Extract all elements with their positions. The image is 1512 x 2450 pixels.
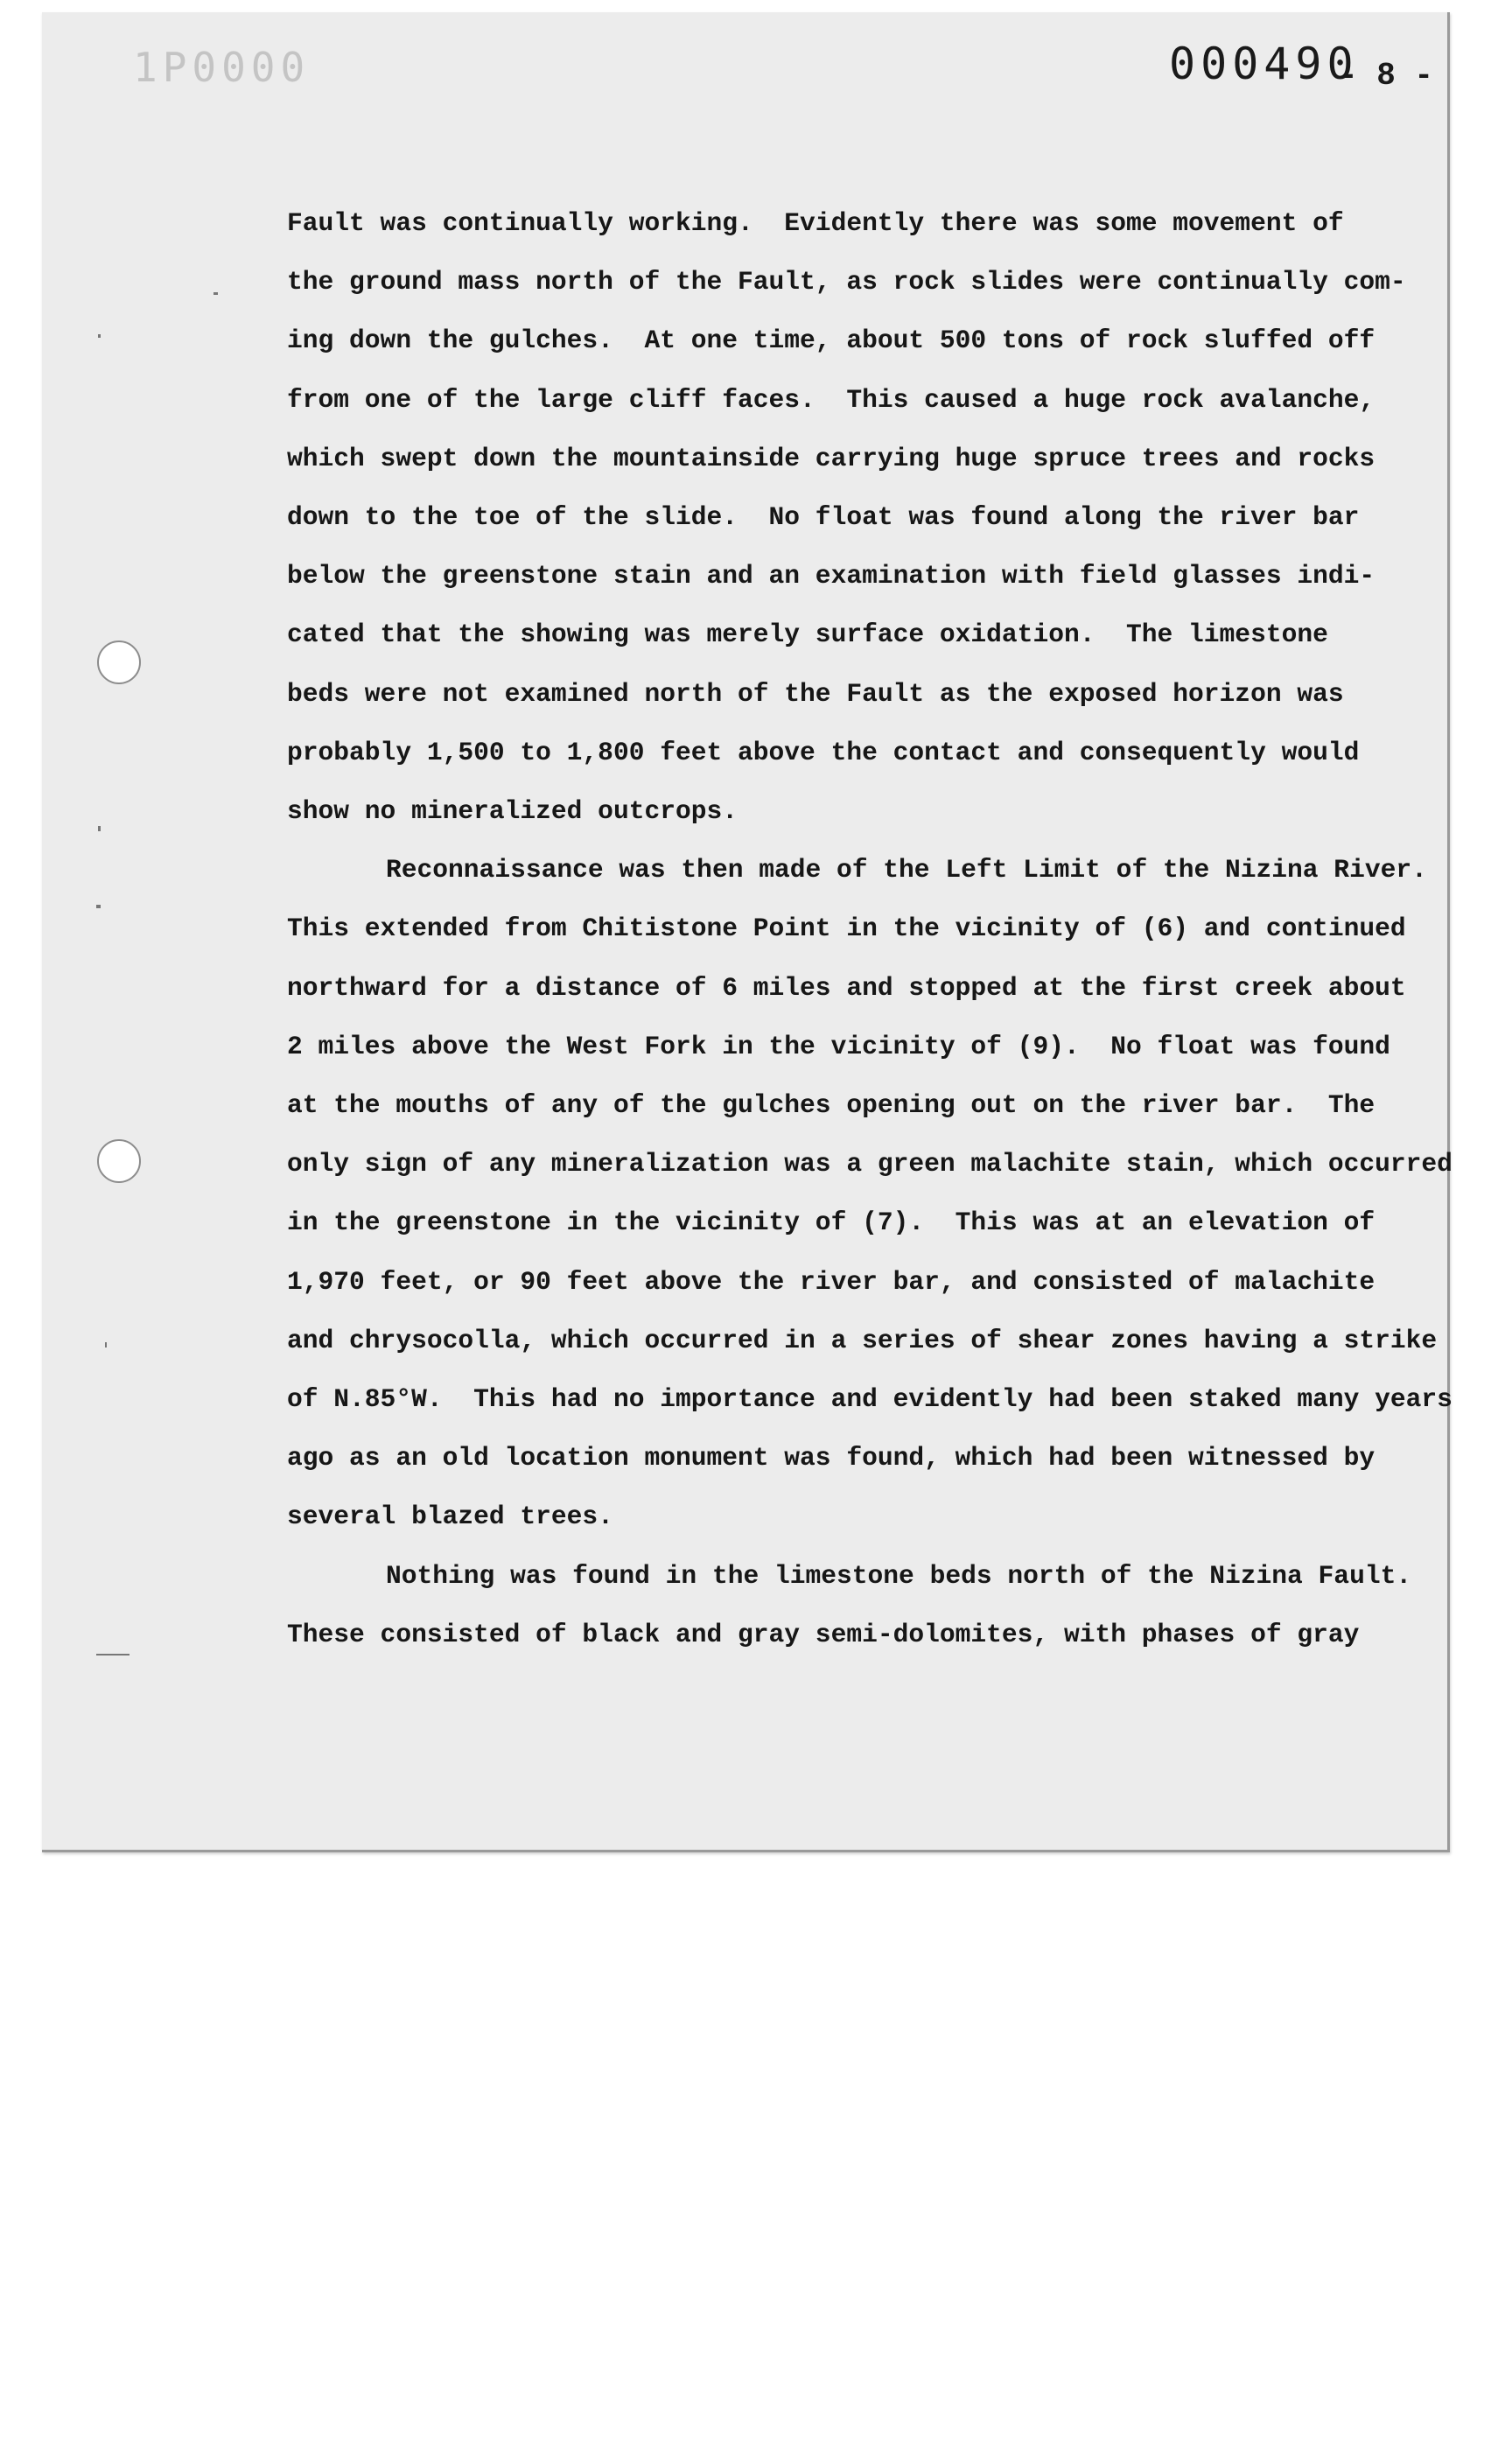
- scan-speck: [96, 1654, 130, 1656]
- text-line: 1,970 feet, or 90 feet above the river bar, and consisted of malachite: [287, 1266, 1376, 1297]
- text-line: below the greenstone stain and an examination with field glasses indi-: [287, 561, 1376, 592]
- text-line: show no mineralized outcrops.: [287, 796, 738, 827]
- text-line: northward for a distance of 6 miles and stopped at the first creek about: [287, 972, 1406, 1003]
- text-line: This extended from Chitistone Point in the vicinity of (6) and continued: [287, 914, 1406, 944]
- text-line: only sign of any mineralization was a green malachite stain, which occurred: [287, 1149, 1452, 1180]
- text-line: which swept down the mountainside carrying huge spruce trees and rocks: [287, 443, 1376, 473]
- scan-speck: [96, 905, 101, 908]
- paragraph-start-line: Reconnaissance was then made of the Left Limit of the Nizina River.: [386, 855, 1427, 886]
- scan-speck: [98, 826, 101, 831]
- text-line: Fault was continually working. Evidently there was some movement of: [287, 208, 1344, 238]
- scan-speck: [214, 292, 218, 295]
- text-line: 2 miles above the West Fork in the vicinity of (9). No float was found: [287, 1031, 1390, 1061]
- punch-hole-bottom: [97, 1139, 141, 1183]
- text-line: and chrysocolla, which occurred in a series of shear zones having a strike: [287, 1325, 1438, 1355]
- paragraph-start-line: Nothing was found in the limestone beds north of the Nizina Fault.: [386, 1560, 1412, 1591]
- text-line: several blazed trees.: [287, 1502, 613, 1532]
- document-number-stamp: 000490: [1169, 38, 1359, 89]
- text-line: down to the toe of the slide. No float was found along the river bar: [287, 502, 1360, 533]
- text-line: probably 1,500 to 1,800 feet above the contact and consequently would: [287, 737, 1360, 767]
- text-line: of N.85°W. This had no importance and evidently had been staked many years: [287, 1384, 1452, 1415]
- faint-stamp-number: 1P0000: [133, 44, 311, 91]
- text-line: cated that the showing was merely surface oxidation. The limestone: [287, 620, 1328, 650]
- page-number: - 8 -: [1339, 58, 1434, 94]
- document-body: [287, 194, 1452, 1664]
- punch-hole-top: [97, 640, 141, 684]
- text-line: from one of the large cliff faces. This caused a huge rock avalanche,: [287, 384, 1376, 415]
- text-line: at the mouths of any of the gulches opening out on the river bar. The: [287, 1090, 1376, 1121]
- text-line: beds were not examined north of the Fault as the exposed horizon was: [287, 678, 1344, 709]
- text-line: in the greenstone in the vicinity of (7). This was at an elevation of: [287, 1208, 1376, 1238]
- text-line: ago as an old location monument was found, which had been witnessed by: [287, 1443, 1376, 1474]
- text-line: ing down the gulches. At one time, about 500 tons of rock sluffed off: [287, 326, 1376, 356]
- text-line: the ground mass north of the Fault, as rock slides were continually com-: [287, 267, 1406, 298]
- scan-speck: [105, 1342, 107, 1348]
- text-line: These consisted of black and gray semi-dolomites, with phases of gray: [287, 1619, 1360, 1649]
- scan-speck: [98, 334, 101, 338]
